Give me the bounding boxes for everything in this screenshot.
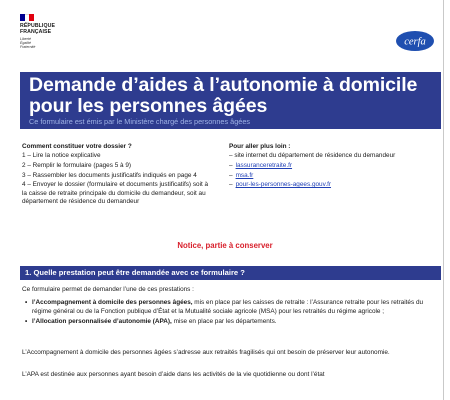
link-personnes-agees[interactable] [229,181,429,189]
link-dash: – [229,161,233,169]
form-subtitle: Ce formulaire est émis par le Ministère chargé des personnes âgées [29,117,251,126]
motto-line-2: Égalité [20,41,31,45]
republic-line-2: FRANÇAISE [20,29,52,35]
link-dash: – [229,181,233,189]
instruction-step: 2 – Remplir le formulaire (pages 5 à 9) [22,161,132,169]
prestation-item-accompagnement [22,299,434,316]
prestations-list [22,299,434,329]
instruction-step: 4 – Envoyer le dossier (formulaire et documents justificatifs) soit à la caisse de retraite principale du domicile du demandeur, soit au département de résidence du demandeur [22,181,209,205]
prestation-name: l’Accompagnement à domicile des personnes âgées, [32,299,193,306]
link-lassuranceretraite[interactable] [229,162,429,170]
paragraph-accompagnement: L’Accompagnement à domicile des personnes âgées s’adresse aux retraités fragilisés qui ont besoin de préserver leur autonomie. [22,349,390,356]
further-info [229,142,429,191]
title-banner [20,72,441,129]
link-dash: – [229,171,233,179]
section-1-intro: Ce formulaire permet de demander l’une de ces prestations : [22,286,194,293]
prestation-name: l’Allocation personnalisée d’autonomie (APA), [32,318,172,326]
section-1-header [20,266,441,280]
instructions-list [22,152,212,206]
motto-line-3: Fraternité [20,45,36,49]
further-info-list [229,152,429,190]
link-text[interactable]: pour-les-personnes-agees.gouv.fr [235,181,332,189]
form-title [29,75,439,117]
link-msa[interactable] [229,172,429,180]
republique-francaise-logo [20,23,55,35]
page-edge-divider [443,0,444,400]
link-text[interactable]: msa.fr [235,171,254,179]
further-info-text: – site internet du département de résidence du demandeur [229,152,396,159]
instruction-step: 1 – Lire la notice explicative [22,152,101,159]
instruction-step: 3 – Rassembler les documents justificatifs indiqués en page 4 [22,171,197,179]
section-1-title: 1. Quelle prestation peut être demandée avec ce formulaire ? [25,268,245,277]
further-info-heading: Pour aller plus loin : [229,143,291,150]
prestation-description: mise en place par les départements. [171,318,277,326]
prestation-description: mis en place par les caisses de retraite : l’Assurance retraite pour les retraités du régime général ou de la Fonction publique d’État et la Mutualité sociale agricole (MSA) pour les retraités du régime agricole ; [32,299,424,315]
republic-line-1: RÉPUBLIQUE [20,23,56,29]
form-title-line-2: pour les personnes âgées [29,95,268,117]
paragraph-apa: L’APA est destinée aux personnes ayant besoin d’aide dans les activités de la vie quotidienne ou dont l’état [22,371,325,378]
form-title-line-1: Demande d’aides à l’autonomie à domicile [29,74,418,96]
dossier-instructions [22,142,212,208]
prestation-item-apa [22,318,434,327]
republic-motto [20,37,35,49]
notice-label: Notice, partie à conserver [177,241,273,250]
motto-line-1: Liberté [20,37,31,41]
cerfa-logo-icon [395,30,435,52]
link-text[interactable]: lassuranceretraite.fr [235,161,293,169]
cerfa-logo-text: cerfa [404,36,426,48]
instructions-heading: Comment constituer votre dossier ? [22,143,132,150]
french-flag-icon [20,14,34,21]
